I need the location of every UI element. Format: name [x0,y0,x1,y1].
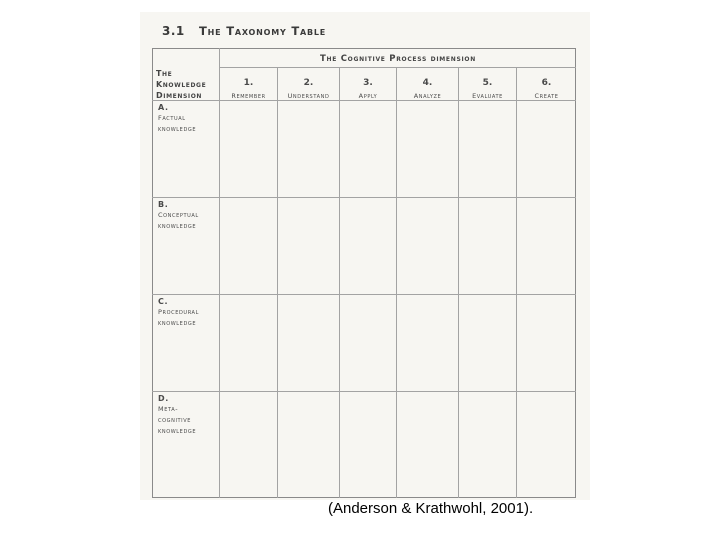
column-label: Apply [358,92,378,100]
column-number: 4. [422,78,433,88]
row-label-line: Meta- [158,405,179,413]
column-header-evaluate [459,78,516,100]
column-label: Understand [287,92,330,100]
cognitive-process-dimension-title: The Cognitive Process dimension [320,54,476,64]
row-header-divider [219,48,220,498]
column-header-apply [340,78,396,100]
row-header-conceptual [158,199,218,232]
row-letter: A. [158,103,169,112]
row-label-line: Factual [158,114,186,122]
row-label-line: knowledge [158,125,197,133]
row-label-line: knowledge [158,222,197,230]
row-letter: B. [158,200,169,209]
knowledge-dimension-title-line: Knowledge [156,80,207,89]
column-divider [516,67,517,498]
section-title: The Taxonomy Table [199,24,327,38]
column-divider [339,67,340,498]
column-header-understand [278,78,339,100]
row-label-line: Conceptual [158,211,199,219]
row-header-factual [158,102,218,135]
row-divider [152,391,576,392]
column-header-analyze [397,78,458,100]
section-number: 3.1 [162,24,185,38]
column-number: 2. [303,78,314,88]
row-letter: C. [158,297,169,306]
citation: (Anderson & Krathwohl, 2001). [328,500,534,517]
row-label-line: cognitive [158,416,192,424]
row-divider [152,197,576,198]
column-divider [277,67,278,498]
row-label-line: knowledge [158,427,197,435]
knowledge-dimension-title-line: Dimension [156,91,203,100]
row-letter: D. [158,394,169,403]
column-label: Analyze [413,92,442,100]
column-divider [396,67,397,498]
column-label: Remember [231,92,266,100]
row-header-metacognitive [158,393,218,437]
knowledge-dimension-title-line: The [156,69,173,78]
row-label-line: Procedural [158,308,199,316]
row-header-procedural [158,296,218,329]
column-number: 3. [363,78,373,88]
knowledge-dimension-title [156,68,218,101]
column-header-create [517,78,576,100]
column-label: Create [534,92,559,100]
column-number: 1. [243,78,254,88]
column-header-remember [220,78,277,100]
column-number: 6. [541,78,552,88]
row-label-line: knowledge [158,319,197,327]
column-label: Evaluate [472,92,503,100]
row-divider [152,294,576,295]
column-number: 5. [482,78,493,88]
header-title-rule [220,67,576,68]
column-divider [458,67,459,498]
